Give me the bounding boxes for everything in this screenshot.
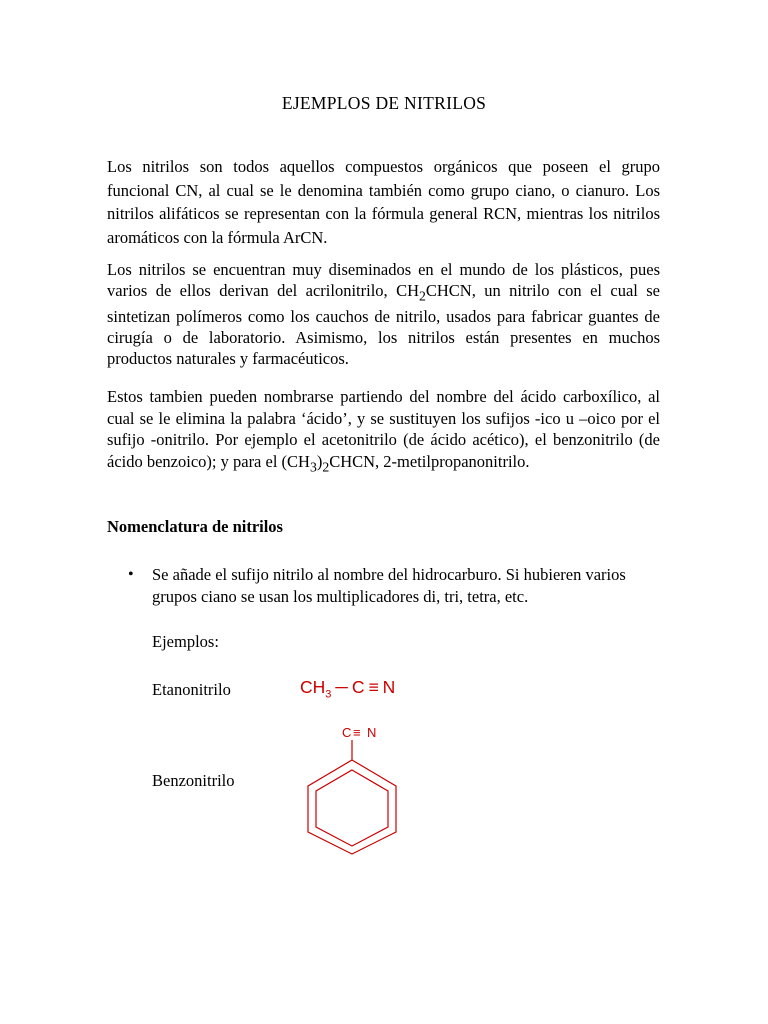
examples-label: Ejemplos: [152, 632, 219, 651]
single-bond: ─ [335, 677, 348, 697]
paragraph-plastics-part2: CHCN, un nitrilo con el cual se sintetizan polímeros como los cauchos de nitrilo, usados para fabricar guantes de cirugía o de laboratorio. Asimismo, los nitrilos están presentes en muchos productos naturales y farmacéuticos. [107, 281, 660, 369]
paragraph-naming-part2: CHCN, 2-metilpropanonitrilo. [329, 451, 530, 471]
paragraph-naming [107, 386, 660, 477]
bullet-text: Se añade el sufijo nitrilo al nombre del hidrocarburo. Si hubieren varios grupos ciano se usan los multiplicadores di, tri, tetra, etc. [152, 565, 626, 606]
formula-c: C [351, 677, 365, 697]
page-title: EJEMPLOS DE NITRILOS [281, 93, 487, 113]
hexagon-outer [308, 760, 396, 854]
hexagon-inner [316, 770, 388, 846]
nitrile-n: N [367, 725, 377, 740]
benzonitrilo-label: Benzonitrilo [152, 771, 235, 790]
etanonitrilo-label: Etanonitrilo [152, 680, 231, 699]
nitrile-triple-bond: ≡ [353, 725, 361, 740]
section-heading: Nomenclatura de nitrilos [107, 517, 283, 536]
etanonitrilo-formula [300, 677, 395, 701]
benzene-ring-structure [296, 718, 416, 858]
formula-sub3: 3 [325, 688, 332, 701]
paragraph-plastics [107, 259, 660, 369]
subscript-3: 3 [309, 458, 317, 474]
paragraph-naming-part1: Estos tambien pueden nombrarse partiendo del nombre del ácido carboxílico, al cual se le elimina la palabra ‘ácido’, y se sustituyen los sufijos -ico u –oico por el sufijo -onitrilo. Por ejemplo el acetonitrilo (de ácido acético), el benzonitrilo (de ácido benzoico); y para el (CH [107, 387, 660, 471]
triple-bond: ≡ [368, 677, 379, 697]
paragraph-naming-paren: ) [316, 451, 323, 471]
bullet-marker: • [128, 566, 134, 583]
formula-ch: CH [300, 677, 326, 697]
paragraph-plastics-part1: Los nitrilos se encuentran muy diseminados en el mundo de los plásticos, pues varios de ellos derivan del acrilonitrilo, CH [107, 260, 660, 300]
paragraph-intro: Los nitrilos son todos aquellos compuestos orgánicos que poseen el grupo funcional CN, al cual se le denomina también como grupo ciano, o cianuro. Los nitrilos alifáticos se representan con la fórmula general RCN, mientras los nitrilos aromáticos con la fórmula ArCN. [107, 157, 660, 247]
subscript-2: 2 [419, 288, 426, 304]
subscript-2b: 2 [322, 458, 330, 474]
formula-n: N [382, 677, 396, 697]
nitrile-c: C [342, 725, 352, 740]
